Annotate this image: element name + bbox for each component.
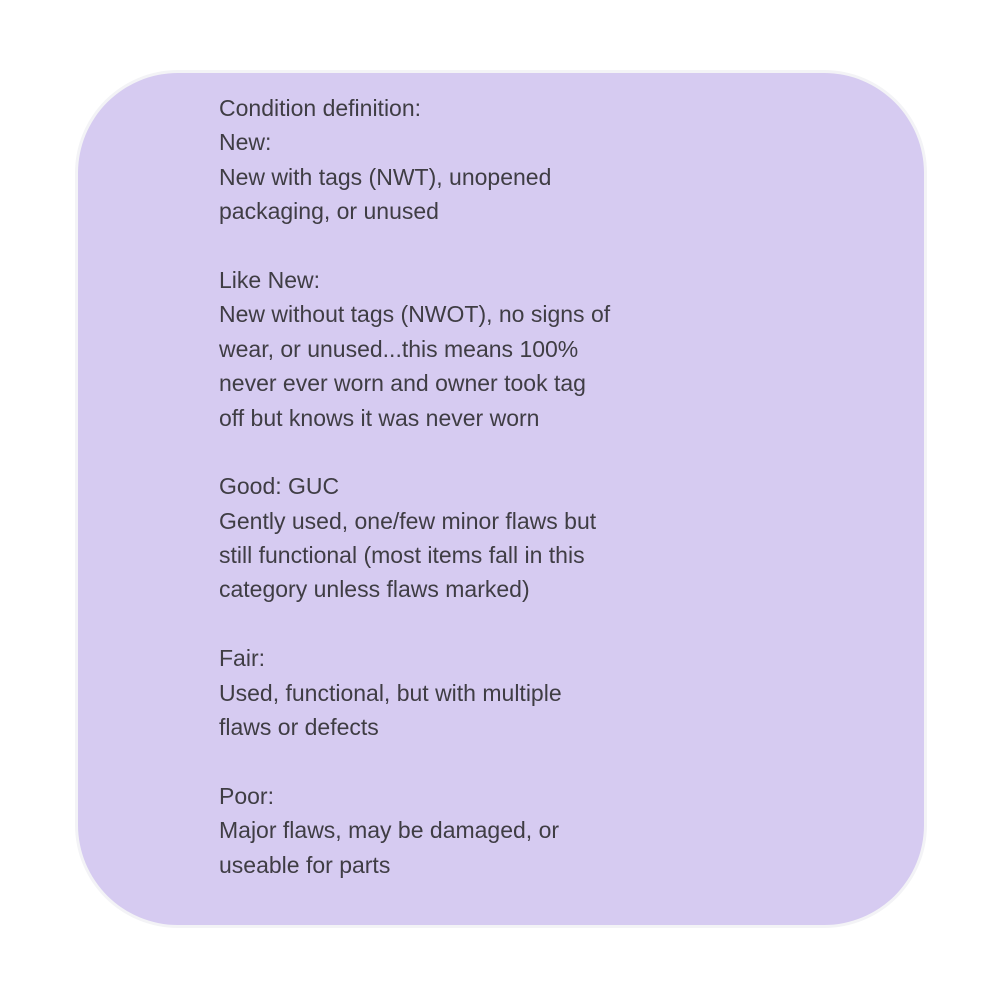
section-line: wear, or unused...this means 100% <box>219 335 579 362</box>
section-line: New with tags (NWT), unopened <box>219 163 552 190</box>
section-new <box>219 125 924 228</box>
section-line: useable for parts <box>219 851 391 878</box>
section-spacer <box>219 435 924 469</box>
section-line: never ever worn and owner took tag <box>219 370 586 397</box>
section-spacer <box>219 744 924 778</box>
section-line: New without tags (NWOT), no signs of <box>219 301 611 328</box>
section-like-new <box>219 263 924 435</box>
section-spacer <box>219 607 924 641</box>
section-line: packaging, or unused <box>219 198 439 225</box>
section-title: Fair: <box>219 645 265 672</box>
section-line: Used, functional, but with multiple <box>219 679 562 706</box>
condition-card <box>78 73 924 925</box>
section-title: Like New: <box>219 266 320 293</box>
section-line: off but knows it was never worn <box>219 404 540 431</box>
section-poor <box>219 779 924 882</box>
section-spacer <box>219 229 924 263</box>
section-line: Gently used, one/few minor flaws but <box>219 507 597 534</box>
section-line: flaws or defects <box>219 714 379 741</box>
section-line: Major flaws, may be damaged, or <box>219 817 560 844</box>
section-line: still functional (most items fall in this <box>219 542 585 569</box>
section-title: Poor: <box>219 782 274 809</box>
section-good <box>219 469 924 607</box>
section-fair <box>219 641 924 744</box>
section-title: New: <box>219 129 272 156</box>
section-line: category unless flaws marked) <box>219 576 530 603</box>
card-heading: Condition definition: <box>219 95 422 121</box>
section-title: Good: GUC <box>219 473 340 500</box>
